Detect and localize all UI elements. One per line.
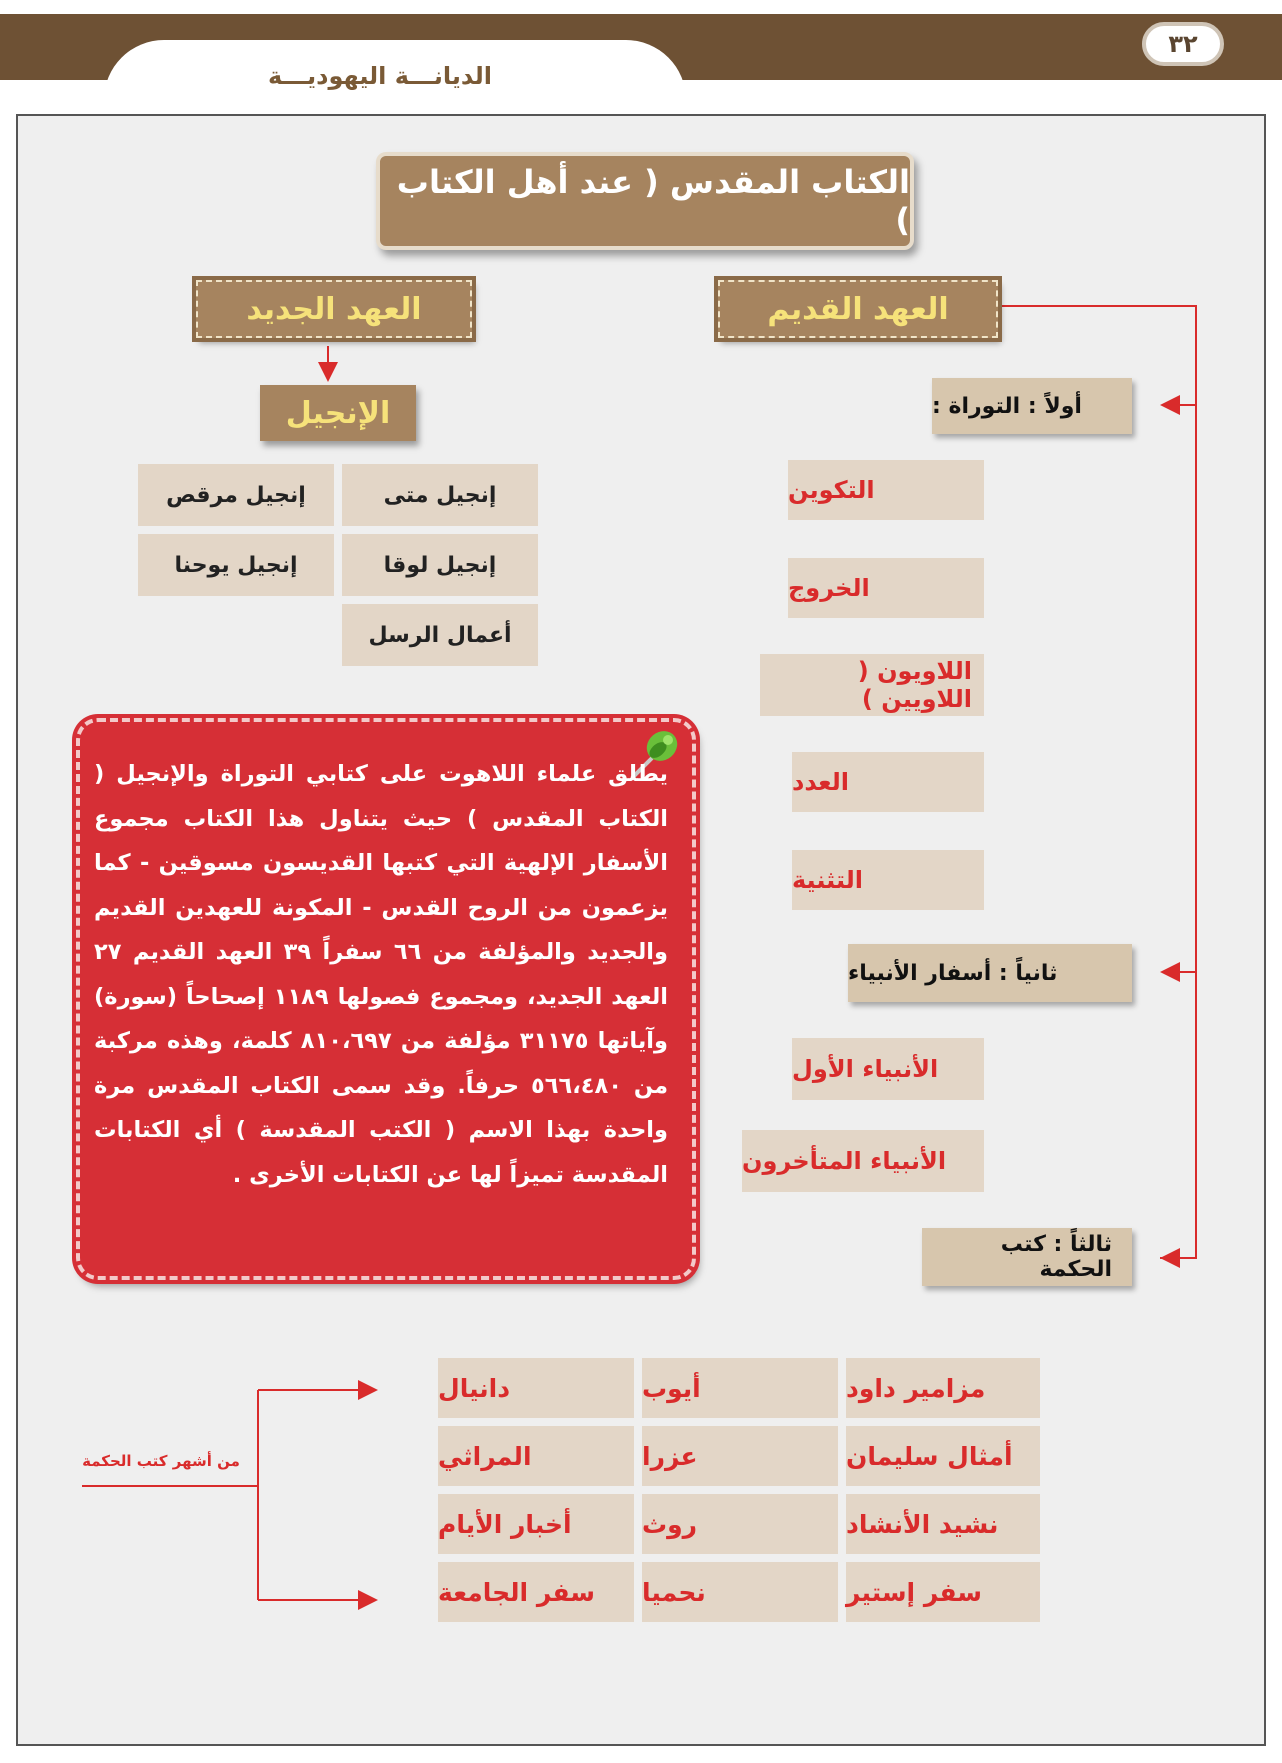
torah-book: العدد — [792, 752, 984, 812]
gospel-book: إنجيل مرقص — [138, 464, 334, 526]
wisdom-book: مزامير داود — [846, 1358, 1040, 1418]
wisdom-book: روث — [642, 1494, 838, 1554]
torah-book: التثنية — [792, 850, 984, 910]
wisdom-book: المراثي — [438, 1426, 634, 1486]
gospel-heading: الإنجيل — [260, 385, 416, 441]
wisdom-book: نحميا — [642, 1562, 838, 1622]
wisdom-book: أخبار الأيام — [438, 1494, 634, 1554]
page-number: ٣٢ — [1142, 22, 1224, 66]
section-title: الديانـــة اليهوديـــة — [267, 62, 493, 90]
prophets-book: الأنبياء المتأخرون — [742, 1130, 984, 1192]
wisdom-side-label: من أشهر كتب الحكمة — [82, 1452, 240, 1470]
torah-book: التكوين — [788, 460, 984, 520]
wisdom-book: أمثال سليمان — [846, 1426, 1040, 1486]
wisdom-label: ثالثاً : كتب الحكمة — [922, 1228, 1132, 1286]
old-testament-bracket — [1002, 306, 1196, 1258]
wisdom-book: دانيال — [438, 1358, 634, 1418]
prophets-book: الأنبياء الأول — [792, 1038, 984, 1100]
old-testament-heading: العهد القديم — [718, 280, 998, 338]
torah-book: الخروج — [788, 558, 984, 618]
wisdom-book: سفر الجامعة — [438, 1562, 634, 1622]
page-title: الكتاب المقدس ( عند أهل الكتاب ) — [376, 152, 914, 250]
gospel-book: أعمال الرسل — [342, 604, 538, 666]
prophets-label: ثانياً : أسفار الأنبياء — [848, 944, 1132, 1002]
info-note-text: يطلق علماء اللاهوت على كتابي التوراة والإنجيل ( الكتاب المقدس ) حيث يتناول هذا الكتاب مجموع الأسفار الإلهية التي كتبها القديسون مسوقين - كما يزعمون من الروح القدس - المكونة للعهدين القديم والجديد والمؤلفة من ٦٦ سفراً ٣٩ العهد القديم ٢٧ العهد الجديد، ومجموع فصولها ١١٨٩ إصحاحاً (سورة) وآياتها ٣١١٧٥ مؤلفة من ٨١٠،٦٩٧ كلمة، وهذه مركبة من ٥٦٦،٤٨٠ حرفاً. وقد سمى الكتاب المقدس مرة واحدة بهذا الاسم ( الكتب المقدسة ) أي الكتابات المقدسة تميزاً لها عن الكتابات الأخرى . — [94, 761, 668, 1188]
gospel-book: إنجيل متى — [342, 464, 538, 526]
gospel-book: إنجيل يوحنا — [138, 534, 334, 596]
wisdom-book: أيوب — [642, 1358, 838, 1418]
torah-book: اللاويون ( اللاويين ) — [760, 654, 984, 716]
wisdom-book: عزرا — [642, 1426, 838, 1486]
wisdom-book: سفر إستير — [846, 1562, 1040, 1622]
new-testament-heading: العهد الجديد — [196, 280, 472, 338]
torah-label: أولاً : التوراة : — [932, 378, 1132, 434]
wisdom-book: نشيد الأنشاد — [846, 1494, 1040, 1554]
gospel-book: إنجيل لوقا — [342, 534, 538, 596]
